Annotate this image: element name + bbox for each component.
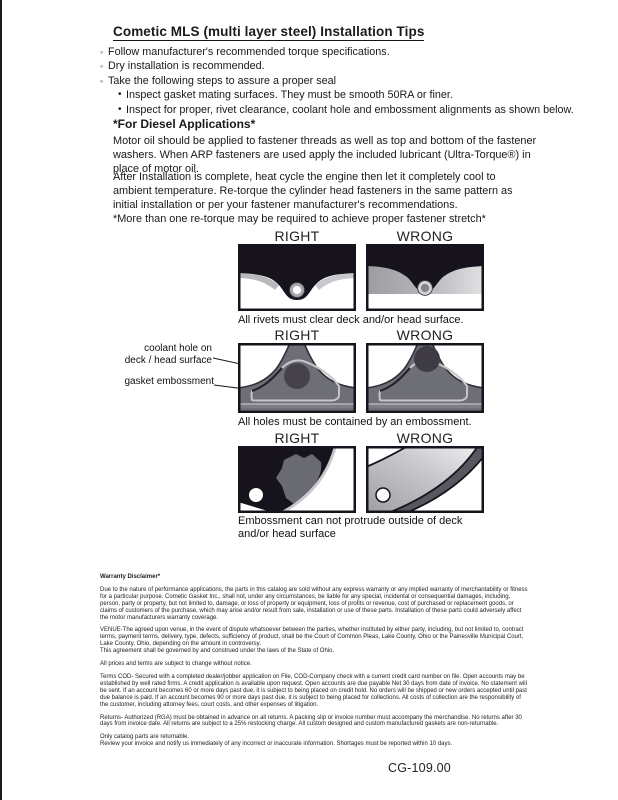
diagram-embossment-wrong — [366, 343, 484, 413]
diagram-rivet-wrong — [366, 244, 484, 311]
page-left-edge — [0, 0, 2, 800]
warranty-disclaimer — [100, 574, 528, 748]
page-title: Cometic MLS (multi layer steel) Installation Tips — [113, 24, 425, 39]
tip-text: Take the following steps to assure a proper seal — [108, 74, 337, 87]
right-label: RIGHT — [274, 430, 320, 446]
list-item — [118, 88, 574, 102]
catalog-paragraph: Review your invoice and notify us immediately of any incorrect or inaccurate information. Shortages must be reported within 10 days. — [100, 741, 453, 748]
bullet-icon: ◦ — [100, 61, 104, 72]
retorque-note: *More than one re-torque may be required to achieve proper fastener stretch* — [113, 213, 486, 225]
diagram-rivet-right — [238, 244, 356, 311]
diagram-embossment-right — [238, 343, 356, 413]
bullet-icon: ◦ — [100, 75, 104, 86]
diagram-caption: All holes must be contained by an embossment. — [238, 416, 472, 428]
diesel-heading: *For Diesel Applications* — [113, 117, 256, 131]
wrong-label: WRONG — [396, 327, 454, 343]
diagram-protrusion-wrong — [366, 446, 484, 513]
tip-text: Inspect for proper, rivet clearance, coolant hole and embossment alignments as shown below. — [126, 103, 574, 116]
venue-paragraph: VENUE-The agreed upon venue, in the event of dispute whatsoever between the parties, whether instituted by either party, including, but not limited to, contract terms, payment terms, delivery, type, defects, sufficiency of product, shall be the Court of Common Pleas, Lake County, Ohio or the Painesville Municipal Court, Lake County, Ohio, depending on the amount in controversy. — [100, 627, 524, 648]
list-item — [100, 74, 574, 88]
prices-paragraph: All prices and terms are subject to change without notice. — [100, 661, 252, 668]
document-number: CG-109.00 — [388, 761, 451, 775]
diagram-caption: Embossment can not protrude outside of deck and/or head surface — [238, 515, 463, 540]
tip-text: Inspect gasket mating surfaces. They must be smooth 50RA or finer. — [126, 89, 453, 102]
installation-tips-list — [100, 45, 574, 117]
disclaimer-paragraph: Due to the nature of performance applications, the parts in this catalog are sold without any express warranty or any implied warranty of merchantability or fitness for a particular purpose. Cometic Gasket Inc., shall not, under any circumstances, be liable for any special, incidental or consequential damages, including, person, party or property, but not limited to, damage, or loss of property or equipment, loss of profits or revenue, cost of purchased or replacement goods, or claims of customers of the purchase, which may arise and/or result from sale, installation or use of these parts. Installation of these parts could adversely affect the motor manufacturers warranty coverage. — [100, 586, 528, 621]
catalog-paragraph: Only catalog parts are returnable. — [100, 734, 190, 741]
tip-text: Follow manufacturer's recommended torque specifications. — [108, 46, 390, 58]
annotation-gasket-embossment: gasket embossment — [124, 376, 214, 387]
diesel-paragraph-1: Motor oil should be applied to fastener threads as well as top and bottom of the fastener washers. When ARP fasteners are used apply the included lubricant (Ultra-Torque®) in place of motor oil. — [113, 135, 537, 175]
terms-paragraph: Terms COD- Secured with a completed dealer/jobber application on File, COD-Company check with a current credit card number on file. Open accounts may be established by well rated firms. A credit application is available upon request. Open accounts are due payable Net 30 days from date of invoice. No statement will be sent. If an account becomes 60 or more days past due, it is subject to being placed on credit hold. No orders will be shipped or new orders accepted until past due balance is paid. If an account becomes 90 or more days past due, it is subject to being placed for collections. All costs of collection are the responsibility of the customer, including attorney fees, court costs, and other expenses of litigation. — [100, 673, 527, 708]
diagram-caption: All rivets must clear deck and/or head surface. — [238, 314, 464, 326]
tip-text: Dry installation is recommended. — [108, 60, 265, 73]
disclaimer-heading: Warranty Disclaimer* — [100, 574, 161, 580]
right-label: RIGHT — [274, 228, 320, 244]
right-label: RIGHT — [274, 327, 320, 343]
returns-paragraph: Returns- Authorized (RGA) must be obtained in advance on all returns. A packing slip or invoice number must accompany the merchandise. No returns after 30 days from invoice date. All returns are subject to a 25% restocking charge. All custom designed and custom manufactured gaskets are non-returnable. — [100, 714, 522, 728]
list-item — [118, 103, 574, 117]
wrong-label: WRONG — [396, 228, 454, 244]
wrong-label: WRONG — [396, 430, 454, 446]
list-item — [100, 59, 574, 73]
diesel-paragraph-2: After Installation is complete, heat cycle the engine then let it completely cool to ambient temperature. Re-torque the cylinder head fasteners in the same pattern as initial installation or per your fastener manufacturer's recommendations. — [113, 171, 513, 211]
diagram-protrusion-right — [238, 446, 356, 513]
venue-paragraph: This agreement shall be governed by and construed under the laws of the State of Ohio. — [100, 648, 335, 655]
bullet-icon: • — [118, 89, 122, 101]
bullet-icon: ◦ — [100, 47, 104, 57]
bullet-icon: • — [118, 103, 122, 115]
annotation-coolant-hole: coolant hole on deck / head surface — [124, 343, 212, 366]
list-item — [100, 45, 574, 59]
